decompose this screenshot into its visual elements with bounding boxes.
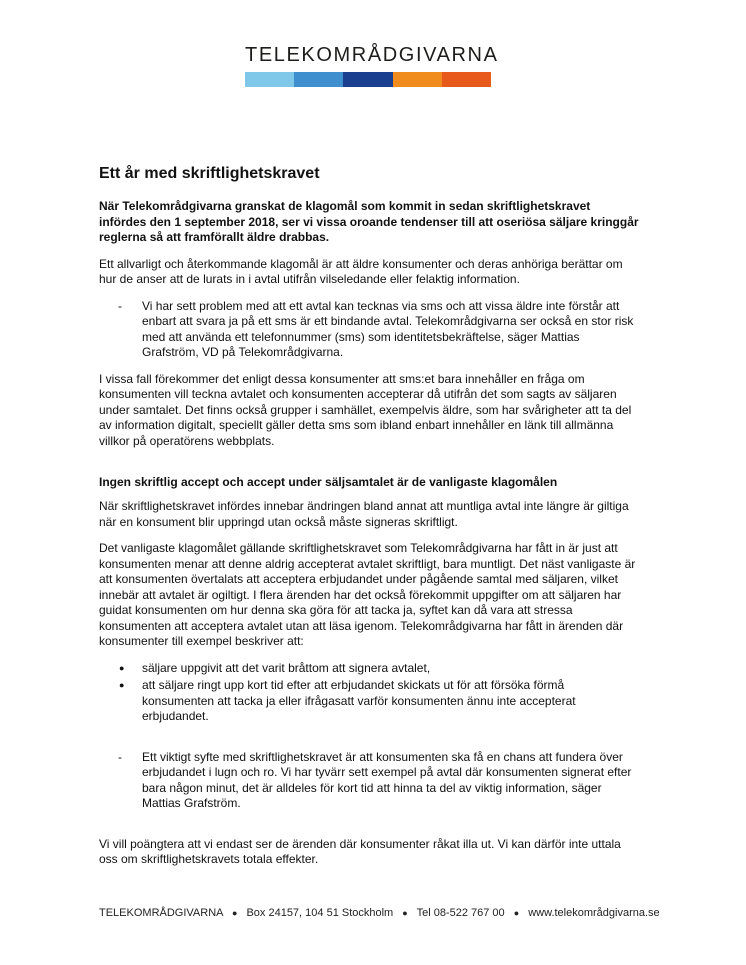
spacer: [99, 823, 639, 837]
paragraph-4: Det vanligaste klagomålet gällande skriftlighetskravet som Telekområdgivarna har fått in är just att konsumenten menar att denne aldrig accepterat avtalet skriftligt, bara muntligt. Det näst vanligaste är att konsumenten övertalats att acceptera erbjudandet under pågående samtal med säljaren, vilket innebär att avtalet är ogiltigt. I flera ärenden har det också förekommit uppgifter om att säljaren har guidat konsumenten om hur denna ska göra för att tacka ja, syftet kan då vara att stressa konsumenten att acceptera avtalet utan att läsa igenom. Telekområdgivarna har fått in ärenden där konsumenter till exempel beskriver att:: [99, 541, 636, 648]
dash-marker: -: [118, 298, 122, 313]
bullet-icon: ●: [119, 680, 125, 690]
quote-2-text: Ett viktigt syfte med skriftlighetskravet är att konsumenten ska få en chans att fundera över erbjudandet i lugn och ro. Vi har tyvärr sett exempel på avtal där konsumenten signerat efter bara någon minut, det är alldeles för kort tid att hinna ta del av viktig information, säger Mattias Grafström.: [142, 749, 632, 810]
paragraph-1: Ett allvarligt och återkommande klagomål är att äldre konsumenter och deras anhöriga berättar om hur de anser att de lurats in i avtal utifrån vilseledande eller felaktig information.: [99, 256, 623, 286]
list-item-text: säljare uppgivit att det varit bråttom att signera avtalet,: [142, 660, 431, 675]
footer-org: TELEKOMRÅDGIVARNA: [99, 907, 223, 919]
brand-color-swatch-2: [294, 72, 343, 87]
paragraph-5: Vi vill poängtera att vi endast ser de ärenden där konsumenter råkat illa ut. Vi kan därför inte uttala oss om skriftlighetskravets totala effekter.: [99, 836, 621, 866]
footer-address: Box 24157, 104 51 Stockholm: [246, 907, 394, 919]
footer-web[interactable]: www.telekområdgivarna.se: [528, 907, 660, 919]
spacer: [99, 736, 639, 750]
brand-wordmark: TELEKOMRÅDGIVARNA: [245, 44, 499, 66]
dash-marker: -: [118, 749, 122, 764]
brand-logo: [245, 44, 499, 87]
brand-color-swatch-1: [245, 72, 294, 87]
bullet-icon: ●: [119, 662, 125, 673]
page-footer: [99, 906, 659, 920]
article-title: Ett år med skriftlighetskravet: [99, 165, 320, 182]
quote-2: [99, 750, 639, 812]
section-heading: Ingen skriftlig accept och accept under säljsamtalet är de vanligaste klagomålen: [99, 475, 558, 489]
list-item: [99, 661, 639, 677]
paragraph-2: I vissa fall förekommer det enligt dessa konsumenter att sms:et bara innehåller en fråga om konsumenten vill teckna avtalet och konsumenten accepterar då utifrån det som sagts av säljaren under samtalet. Det finns också grupper i samhället, exempelvis äldre, som har svårigheter att ta del av information digitalt, speciellt gäller detta sms som ibland enbart innehåller en länk till allmänna villkor på operatörens webbplats.: [99, 371, 632, 448]
article-lead: När Telekområdgivarna granskat de klagomål som kommit in sedan skriftlighetskravet infördes den 1 september 2018, ser vi vissa oroande tendenser till att oseriösa säljare kringgår reglerna så att framförallt äldre drabbas.: [99, 199, 639, 244]
brand-color-swatch-5: [442, 72, 491, 87]
quote-1: [99, 299, 639, 361]
separator-dot-icon: ●: [513, 908, 520, 918]
brand-color-swatch-4: [393, 72, 442, 87]
footer-phone: Tel 08-522 767 00: [416, 907, 505, 919]
list-item: [99, 678, 639, 725]
quote-1-text: Vi har sett problem med att ett avtal kan tecknas via sms och att vissa äldre inte förstår att enbart att svara ja på ett sms är ett bindande avtal. Telekområdgivarna ser också en stor risk med att använda ett telefonnummer (sms) som identitetsbekräftelse, säger Mattias Grafström, VD på Telekområdgivarna.: [142, 298, 634, 359]
list-item-text: att säljare ringt upp kort tid efter att erbjudandet skickats ut för att försöka förmå konsumenten att tacka ja eller ifrågasatt varför konsumenten ännu inte accepterat erbjudandet.: [142, 678, 576, 723]
paragraph-3: När skriftlighetskravet infördes innebar ändringen bland annat att muntliga avtal inte längre är giltiga när en konsument blir uppringd utan också måste signeras skriftligt.: [99, 499, 629, 529]
brand-color-swatch-3: [343, 72, 392, 87]
brand-color-bar: [245, 72, 491, 87]
separator-dot-icon: ●: [231, 908, 238, 918]
bullet-list: [99, 661, 639, 725]
separator-dot-icon: ●: [402, 908, 408, 918]
article-body: [99, 164, 639, 879]
